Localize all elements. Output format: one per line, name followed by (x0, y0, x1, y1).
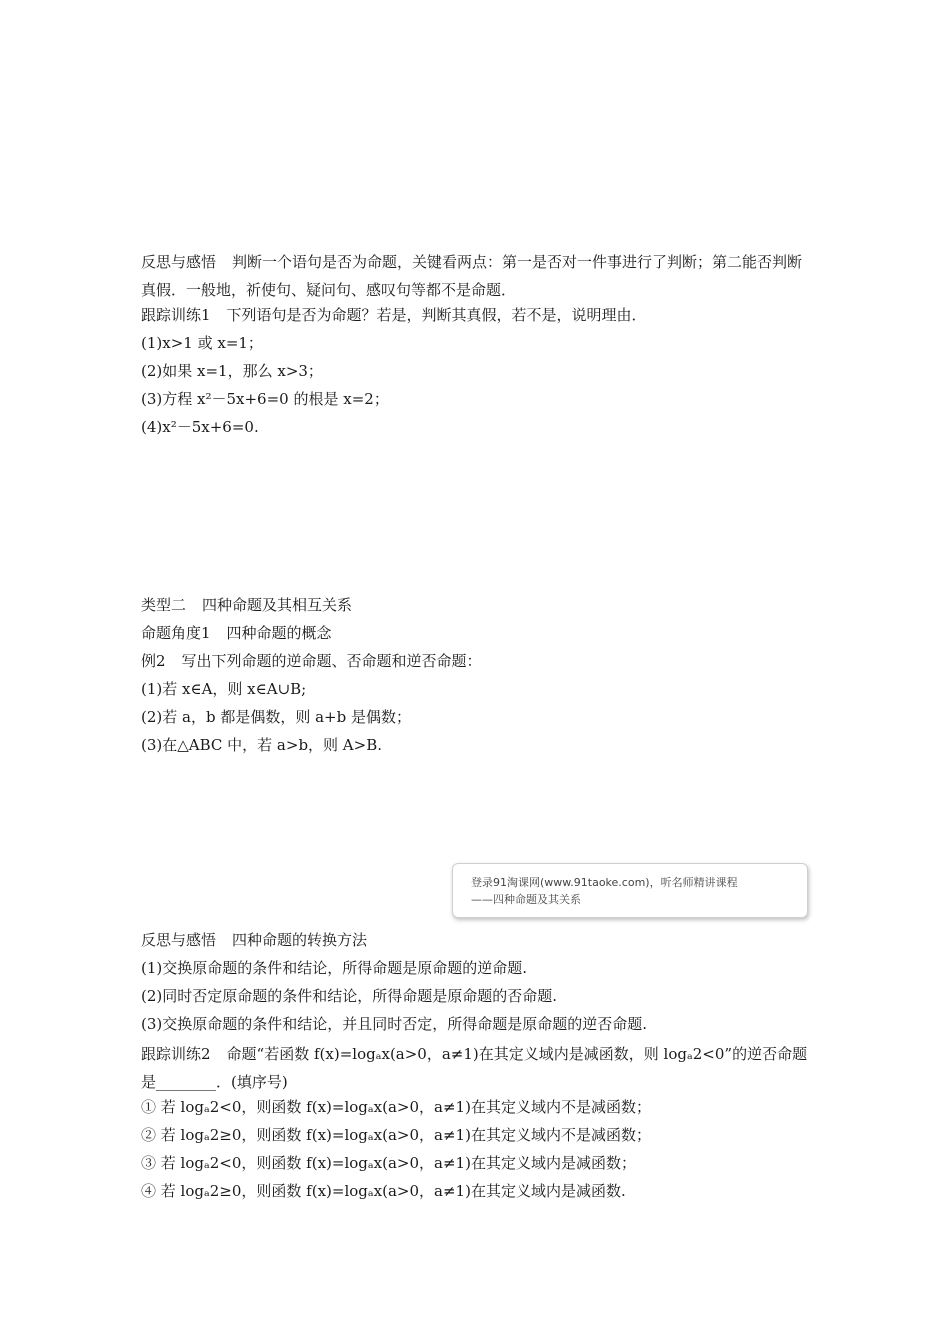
type-text: 四种命题及其相互关系 (202, 596, 353, 614)
training-heading: 跟踪训练2 (141, 1045, 211, 1063)
training-1-item: (1)x>1 或 x=1； (141, 334, 263, 352)
example-text: 写出下列命题的逆命题、否命题和逆否命题： (181, 652, 482, 670)
training-2-prompt (141, 1040, 811, 1096)
training-1-item: (4)x²－5x+6=0. (141, 418, 259, 436)
example-2-item: (2)若 a，b 都是偶数，则 a+b 是偶数； (141, 708, 411, 726)
reflection-heading: 反思与感悟 (141, 253, 217, 271)
training-text: 命题“若函数 f(x)=logₐx(a>0，a≠1)在其定义域内是减函数，则 logₐ2<0”的逆否命题是________．(填序号) (141, 1045, 808, 1091)
example-2-prompt (141, 651, 482, 671)
reflection-heading: 反思与感悟 (141, 931, 217, 949)
training-1-item: (3)方程 x²－5x+6=0 的根是 x=2； (141, 390, 389, 408)
type-heading: 类型二 (141, 596, 187, 614)
angle-heading: 命题角度1 (141, 624, 211, 642)
banner-line-2: ——四种命题及其关系 (471, 893, 581, 906)
conversion-method-item: (1)交换原命题的条件和结论，所得命题是原命题的逆命题. (141, 959, 528, 977)
training-heading: 跟踪训练1 (141, 306, 211, 324)
example-2-item: (3)在△ABC 中，若 a>b，则 A>B. (141, 736, 383, 754)
training-2-option: ① 若 logₐ2<0，则函数 f(x)=logₐx(a>0，a≠1)在其定义域内不是减函数； (141, 1098, 651, 1116)
angle-text: 四种命题的概念 (226, 624, 332, 642)
course-banner[interactable] (452, 863, 808, 918)
reflection-paragraph-2 (141, 930, 367, 950)
banner-line-1: 登录91淘课网(www.91taoke.com)，听名师精讲课程 (471, 876, 738, 889)
type-two-heading-line (141, 595, 352, 615)
example-heading: 例2 (141, 652, 166, 670)
reflection-paragraph-1 (141, 248, 811, 304)
training-2-option: ② 若 logₐ2≥0，则函数 f(x)=logₐx(a>0，a≠1)在其定义域内不是减函数； (141, 1126, 651, 1144)
training-1-prompt (141, 305, 647, 325)
training-1-item: (2)如果 x=1，那么 x>3； (141, 362, 323, 380)
reflection-text: 判断一个语句是否为命题，关键看两点：第一是否对一件事进行了判断；第二能否判断真假．一般地，祈使句、疑问句、感叹句等都不是命题． (141, 253, 803, 299)
reflection-text: 四种命题的转换方法 (232, 931, 368, 949)
conversion-method-item: (2)同时否定原命题的条件和结论，所得命题是原命题的否命题. (141, 987, 558, 1005)
angle-heading-line (141, 623, 332, 643)
training-2-option: ④ 若 logₐ2≥0，则函数 f(x)=logₐx(a>0，a≠1)在其定义域内是减函数. (141, 1182, 626, 1200)
training-2-option: ③ 若 logₐ2<0，则函数 f(x)=logₐx(a>0，a≠1)在其定义域内是减函数； (141, 1154, 636, 1172)
conversion-method-item: (3)交换原命题的条件和结论，并且同时否定，所得命题是原命题的逆否命题. (141, 1015, 648, 1033)
training-text: 下列语句是否为命题？若是，判断其真假，若不是，说明理由． (226, 306, 647, 324)
example-2-item: (1)若 x∈A，则 x∈A∪B; (141, 680, 307, 698)
